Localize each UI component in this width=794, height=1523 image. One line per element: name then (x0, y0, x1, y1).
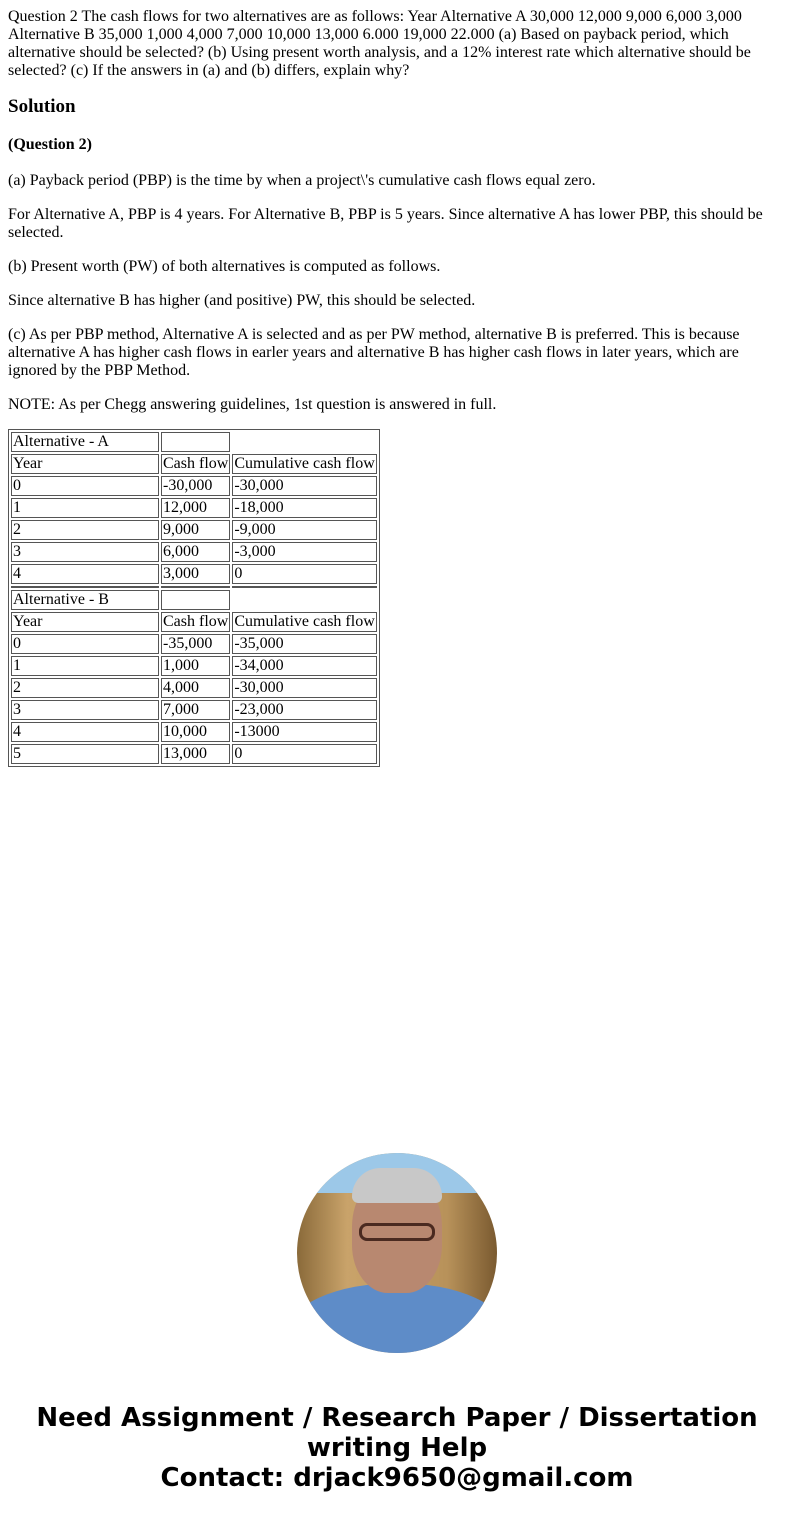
footer-help-text: Need Assignment / Research Paper / Dissertation writing Help (36, 1403, 758, 1463)
table-title-row (11, 590, 377, 610)
table-cell: 4,000 (161, 678, 230, 698)
table-cell: Year (11, 612, 159, 632)
table-cell: -23,000 (232, 700, 376, 720)
table-cell: 12,000 (161, 498, 230, 518)
paragraph: (a) Payback period (PBP) is the time by when a project\'s cumulative cash flows equal zero. (8, 172, 596, 189)
table-cell (161, 432, 230, 452)
table-header-row (11, 454, 377, 474)
question-text: Question 2 The cash flows for two alternatives are as follows: Year Alternative A 30,000 12,000 9,000 6,000 3,000 Alternative B 35,000 1,000 4,000 7,000 10,000 13,000 6.000 19,000 22.000 (a) Based on payback period, which alternative should be selected? (b) Using present worth analysis, and a 12% interest rate which alternative should be selected? (c) If the answers in (a) and (b) differs, explain why? (8, 8, 751, 79)
table-cell: -30,000 (232, 678, 376, 698)
table-cell (232, 432, 376, 452)
table-row (11, 498, 377, 518)
table-cell: -18,000 (232, 498, 376, 518)
table-cell: -30,000 (232, 476, 376, 496)
table-cell: 0 (11, 634, 159, 654)
table-row (11, 656, 377, 676)
table-cell (232, 590, 376, 610)
table-cell: 3,000 (161, 564, 230, 584)
table-cell: Alternative - B (11, 590, 159, 610)
table-cell: 0 (232, 744, 376, 764)
table-cell: 2 (11, 520, 159, 540)
table-cell: 4 (11, 722, 159, 742)
question-subheading: (Question 2) (8, 136, 92, 153)
table-cell: 0 (11, 476, 159, 496)
table-cell: -9,000 (232, 520, 376, 540)
footer-banner (0, 1403, 794, 1493)
table-cell (232, 586, 376, 588)
paragraph: NOTE: As per Chegg answering guidelines, 1st question is answered in full. (8, 396, 497, 413)
table-cell: Cumulative cash flow (234, 455, 375, 472)
table-cell: Year (11, 454, 159, 474)
table-row (11, 634, 377, 654)
table-cell: 4 (11, 564, 159, 584)
table-header-row (11, 612, 377, 632)
table-cell: Cash flow (163, 613, 229, 630)
table-cell: 0 (232, 564, 376, 584)
table-row (11, 542, 377, 562)
paragraph: (c) As per PBP method, Alternative A is selected and as per PW method, alternative B is preferred. This is because alternative A has higher cash flows in earler years and alternative B has higher cash flows in later years, which are ignored by the PBP Method. (8, 326, 740, 379)
table-cell (161, 590, 230, 610)
table-cell: 9,000 (161, 520, 230, 540)
table-cell: 1,000 (161, 656, 230, 676)
footer-contact: Contact: drjack9650@gmail.com (160, 1463, 634, 1493)
table-cell: Alternative - A (11, 432, 159, 452)
table-cell: 10,000 (161, 722, 230, 742)
paragraph: (b) Present worth (PW) of both alternatives is computed as follows. (8, 258, 441, 275)
table-cell: 5 (11, 744, 159, 764)
table-cell: 2 (11, 678, 159, 698)
table-cell: -3,000 (232, 542, 376, 562)
table-row (11, 722, 377, 742)
table-separator (11, 586, 377, 588)
table-cell: Cumulative cash flow (234, 613, 375, 630)
table-cell: 3 (11, 700, 159, 720)
cash-flow-table (8, 429, 380, 767)
table-title-row (11, 432, 377, 452)
table-cell: -34,000 (232, 656, 376, 676)
solution-heading: Solution (8, 96, 76, 117)
table-cell: Cash flow (163, 455, 229, 472)
table-cell: -35,000 (232, 634, 376, 654)
table-cell: -35,000 (161, 634, 230, 654)
table-cell: 13,000 (161, 744, 230, 764)
table-cell: 1 (11, 498, 159, 518)
paragraph: For Alternative A, PBP is 4 years. For Alternative B, PBP is 5 years. Since alternative A has lower PBP, this should be selected. (8, 206, 763, 241)
table-cell (161, 586, 230, 588)
table-cell: -30,000 (161, 476, 230, 496)
table-cell: 7,000 (161, 700, 230, 720)
table-row (11, 476, 377, 496)
table-row (11, 520, 377, 540)
table-cell: -13000 (232, 722, 376, 742)
table-row (11, 744, 377, 764)
paragraph: Since alternative B has higher (and positive) PW, this should be selected. (8, 292, 476, 309)
table-cell: 6,000 (161, 542, 230, 562)
table-cell: 1 (11, 656, 159, 676)
table-cell (11, 586, 159, 588)
author-avatar (297, 1153, 497, 1353)
table-row (11, 700, 377, 720)
table-cell: 3 (11, 542, 159, 562)
table-row (11, 564, 377, 584)
table-row (11, 678, 377, 698)
